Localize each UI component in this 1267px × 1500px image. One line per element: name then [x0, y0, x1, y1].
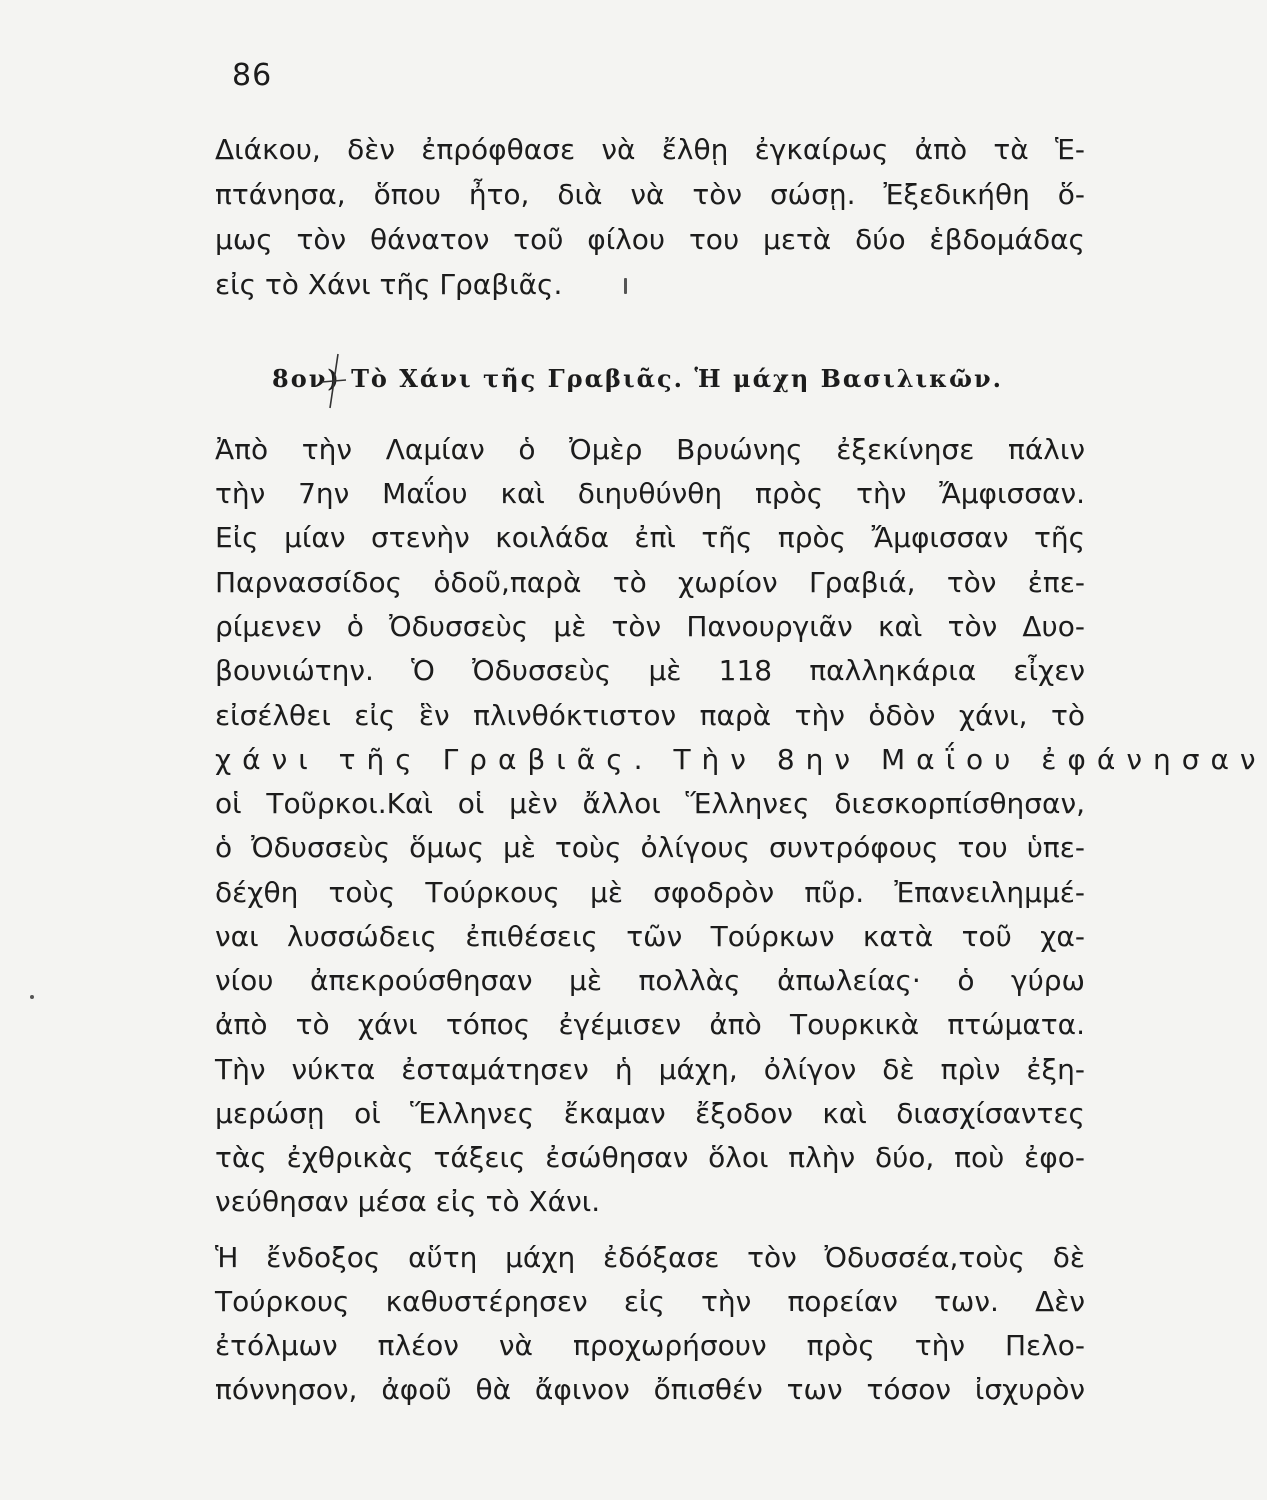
text-line: ρίμενεν ὁ Ὀδυσσεὺς μὲ τὸν Πανουργιᾶν καὶ τὸν Δυο-	[215, 610, 1085, 643]
text-line: τὰς ἐχθρικὰς τάξεις ἐσώθησαν ὅλοι πλὴν δύο, ποὺ ἐφο-	[215, 1141, 1085, 1174]
ink-speck	[624, 278, 627, 294]
text-line: δέχθη τοὺς Τούρκους μὲ σφοδρὸν πῦρ. Ἐπανειλημμέ-	[215, 876, 1085, 909]
section-heading: 8ον) Τὸ Χάνι τῆς Γραβιᾶς. Ἡ μάχη Βασιλικῶν.	[272, 364, 1003, 393]
page-number: 86	[232, 58, 273, 93]
text-line: εἰς τὸ Χάνι τῆς Γραβιᾶς.	[215, 268, 563, 301]
text-line: νεύθησαν μέσα εἰς τὸ Χάνι.	[215, 1185, 601, 1218]
ink-speck	[30, 995, 34, 999]
text-line: εἰσέλθει εἰς ἓν πλινθόκτιστον παρὰ τὴν ὁδὸν χάνι, τὸ	[215, 699, 1085, 732]
text-line: μερώσῃ οἱ Ἕλληνες ἔκαμαν ἔξοδον καὶ διασχίσαντες	[215, 1097, 1085, 1130]
pen-mark-icon	[318, 350, 348, 410]
text-line: Εἰς μίαν στενὴν κοιλάδα ἐπὶ τῆς πρὸς Ἄμφισσαν τῆς	[215, 521, 1085, 554]
text-line: μως τὸν θάνατον τοῦ φίλου του μετὰ δύο ἑβδομάδας	[215, 223, 1085, 256]
text-line: Τούρκους καθυστέρησεν εἰς τὴν πορείαν των. Δὲν	[215, 1285, 1085, 1318]
text-line: ναι λυσσώδεις ἐπιθέσεις τῶν Τούρκων κατὰ τοῦ χα-	[215, 920, 1085, 953]
text-line: πόννησον, ἀφοῦ θὰ ἄφινον ὄπισθέν των τόσον ἰσχυρὸν	[215, 1373, 1085, 1406]
text-line: Ἀπὸ τὴν Λαμίαν ὁ Ὀμὲρ Βρυώνης ἐξεκίνησε πάλιν	[215, 433, 1085, 466]
text-line: τὴν 7ην Μαΐου καὶ διηυθύνθη πρὸς τὴν Ἄμφισσαν.	[215, 477, 1085, 510]
text-line: Παρνασσίδος ὁδοῦ,παρὰ τὸ χωρίον Γραβιά, τὸν ἐπε-	[215, 566, 1085, 599]
text-line: ὁ Ὀδυσσεὺς ὅμως μὲ τοὺς ὀλίγους συντρόφους του ὑπε-	[215, 831, 1085, 864]
text-line: Διάκου, δὲν ἐπρόφθασε νὰ ἔλθῃ ἐγκαίρως ἀπὸ τὰ Ἑ-	[215, 133, 1085, 166]
text-line: νίου ἀπεκρούσθησαν μὲ πολλὰς ἀπωλείας· ὁ γύρω	[215, 964, 1085, 997]
text-line: χάνι τῆς Γραβιᾶς. Τὴν 8ην Μαΐου ἐφάνησαν	[215, 743, 1267, 776]
text-line: πτάνησα, ὅπου ἦτο, διὰ νὰ τὸν σώσῃ. Ἐξεδικήθη ὅ-	[215, 178, 1085, 211]
text-line: ἐτόλμων πλέον νὰ προχωρήσουν πρὸς τὴν Πελο-	[215, 1329, 1085, 1362]
text-line: οἱ Τοῦρκοι.Καὶ οἱ μὲν ἄλλοι Ἕλληνες διεσκορπίσθησαν,	[215, 787, 1085, 820]
text-line: ἀπὸ τὸ χάνι τόπος ἐγέμισεν ἀπὸ Τουρκικὰ πτώματα.	[215, 1008, 1085, 1041]
text-line: βουνιώτην. Ὁ Ὀδυσσεὺς μὲ 118 παλληκάρια εἶχεν	[215, 654, 1085, 687]
text-line: Ἡ ἔνδοξος αὕτη μάχη ἐδόξασε τὸν Ὀδυσσέα,τοὺς δὲ	[215, 1241, 1085, 1274]
text-line: Τὴν νύκτα ἐσταμάτησεν ἡ μάχη, ὀλίγον δὲ πρὶν ἐξη-	[215, 1053, 1085, 1086]
